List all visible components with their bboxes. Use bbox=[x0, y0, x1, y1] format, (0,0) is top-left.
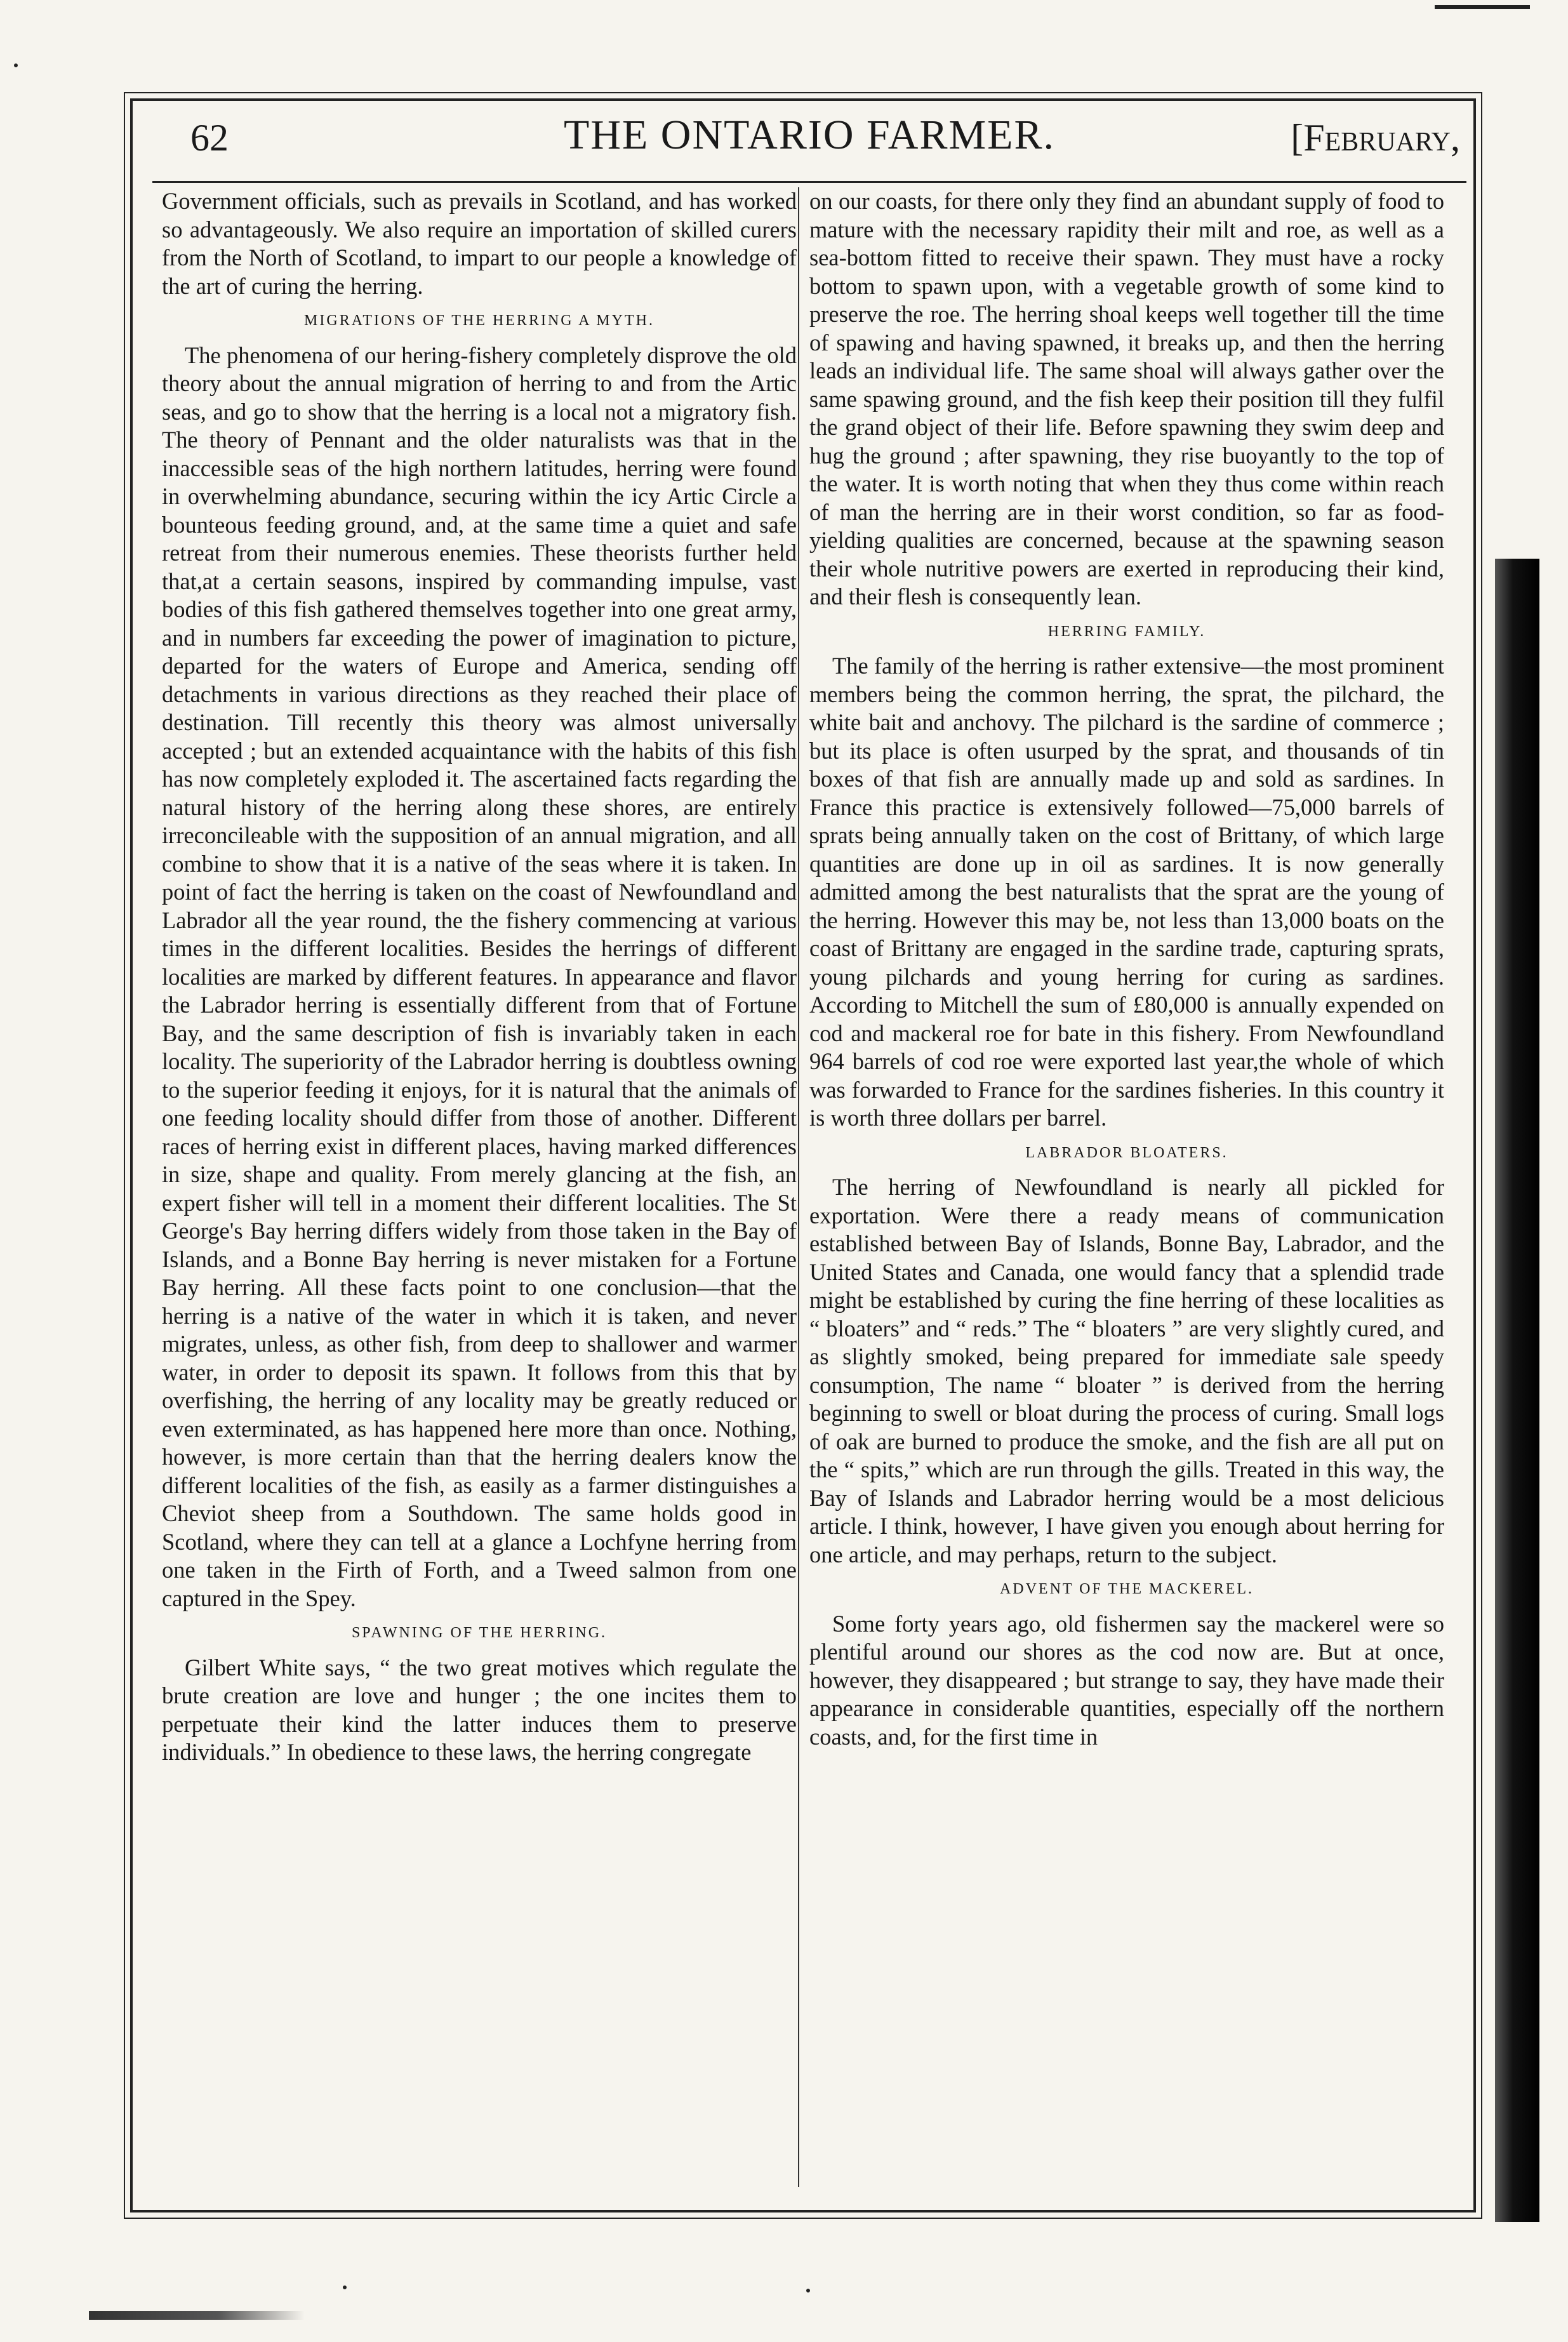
page-header bbox=[152, 111, 1466, 183]
speck bbox=[343, 2285, 347, 2289]
ink-smudge bbox=[89, 2311, 305, 2320]
publication-title: THE ONTARIO FARMER. bbox=[564, 112, 1055, 158]
section-heading: MIGRATIONS OF THE HERRING A MYTH. bbox=[304, 312, 654, 329]
paragraph: Some forty years ago, old fishermen say the mackerel were so plentiful around our shores as the cod now are. But at once, however, they disappeared ; but strange to say, they have made their appearance in considerable quantities, especially off the northern coasts, and, for the first time in bbox=[809, 1610, 1444, 1750]
left-column bbox=[162, 187, 797, 2187]
section-heading: LABRADOR BLOATERS. bbox=[1025, 1144, 1228, 1161]
section-heading: ADVENT OF THE MACKEREL. bbox=[999, 1581, 1254, 1597]
paragraph: The phenomena of our hering-fishery completely disprove the old theory about the annual migration of herring to and from the Artic seas, and go to show that the herring is a local not a migratory fish. The theory of Pennant and the older naturalists was that in the inaccessible seas of the high northern latitudes, herring were found in overwhelming abundance, securing within the icy Artic Circle a bounteous feeding ground, and, at the same time a quiet and safe retreat from their numerous enemies. These theorists further held that,at a certain seasons, inspired by commanding impulse, vast bodies of this fish gathered themselves together into one great army, and in numbers far exceeding the power of imagination to picture, departed for the waters of Europe and America, sending off detachments in various directions as they reached their place of destination. Till recently this theory was almost universally accepted ; but an extended acquaintance with the habits of this fish has now completely exploded it. The ascertained facts regarding the natural history of the herring along these shores, are entirely irreconcileable with the supposition of an annual migration, and all combine to show that it is a native of the seas where it is taken. In point of fact the herring is taken on the coast of Newfoundland and Labrador all the year round, the the fishery commencing at various times in the different localities. Besides the herrings of different localities are marked by different features. In appearance and flavor the Labrador herring is essentially different from that of Fortune Bay, and the same description of fish is invariably taken in each locality. The superiority of the Labrador herring is doubtless owning to the superior feeding it enjoys, for it is natural that the animals of one feeding locality should differ from those of another. Different races of herring exist in different places, having marked differences in size, shape and quality. From merely glancing at the fish, an expert fisher will tell in a moment their different localities. The St George's Bay herring differs widely from those taken in the Bay of Islands, and a Bonne Bay herring is never mistaken for a Fortune Bay herring. All these facts point to one conclusion—that the herring is a native of the water in which it is taken, and never migrates, unless, as other fish, from deep to shallower and warmer water, in order to deposit its spawn. It follows from this that by overfishing, the herring of any locality may be greatly reduced or even exterminated, as has happened here more than once. Nothing, however, is more certain than that the herring dealers know the different localities of the fish, as easily as a farmer distinguishes a Cheviot sheep from a Southdown. The same holds good in Scotland, where they can tell at a glance a Lochfyne herring from one taken in the Firth of Forth, and a Tweed salmon from one captured in the Spey. bbox=[162, 342, 797, 1611]
column-divider bbox=[798, 187, 799, 2187]
section-heading: HERRING FAMILY. bbox=[1047, 623, 1206, 640]
section-heading: SPAWNING OF THE HERRING. bbox=[351, 1625, 608, 1641]
paragraph: The herring of Newfoundland is nearly all pickled for exportation. Were there a ready means of communication established between Bay of Islands, Bonne Bay, Labrador, and the United States and Canada, one would fancy that a splendid trade might be established by curing the fine herring of these localities as “ bloaters” and “ reds.” The “ bloaters ” are very slightly cured, and as slightly smoked, being prepared for immediate sale speedy consumption, The name “ bloater ” is derived from the herring beginning to swell or bloat during the process of curing. Small logs of oak are burned to produce the smoke, and the fish are all put on the “ spits,” which are run through the gills. Treated in this way, the Bay of Islands and Labrador herring would be a most delicious article. I think, however, I have given you enough about herring for one article, and may perhaps, return to the subject. bbox=[809, 1174, 1444, 1567]
paragraph: on our coasts, for there only they find an abundant supply of food to mature with the necessary rapidity their milt and roe, as well as a sea-bottom fitted to receive their spawn. They must have a rocky bottom to spawn upon, with a vegetable growth of some kind to preserve the roe. The herring shoal keeps well together till the time of spawing and having spawned, it breaks up, and then the herring leads an individual life. The same shoal will always gather over the same spawing ground, and the fish keep their position till they fulfil the grand object of their life. Before spawning they swim deep and hug the ground ; after spawning, they rise buoyantly to the top of the water. It is worth noting that when they thus come within reach of man the herring are in their worst condition, so far as food-yielding qualities are concerned, because at the spawning season their whole nutritive powers are exerted in reproducing their kind, and their flesh is consequently lean. bbox=[809, 188, 1444, 609]
right-column bbox=[809, 187, 1444, 2187]
issue-month: [February, bbox=[1291, 117, 1460, 159]
paragraph: The family of the herring is rather extensive—the most prominent members being the common herring, the sprat, the pilchard, the white bait and anchovy. The pilchard is the sardine of commerce ; but its place is often usurped by the sprat, and thousands of tin boxes of that fish are annually made up and sold as sardines. In France this practice is extensively followed—75,000 barrels of sprats being annually taken on the cost of Brittany, of which large quantities are done up in oil as sardines. It is now generally admitted among the best naturalists that the sprat are the young of the herring. However this may be, not less than 13,000 boats on the coast of Brittany are engaged in the sardine trade, capturing sprats, young pilchards and young herring for curing as sardines. According to Mitchell the sum of £80,000 is annually expended on cod and mackeral roe for bate in this fishery. From Newfoundland 964 barrels of cod roe were exported last year,the whole of which was forwarded to France for the sardines fisheries. In this country it is worth three dollars per barrel. bbox=[809, 653, 1444, 1131]
binding-shadow bbox=[1495, 559, 1539, 2222]
page-edge-mark bbox=[1435, 5, 1530, 9]
paragraph: Government officials, such as prevails in Scotland, and has worked so advantageously. We also require an importation of skilled curers from the North of Scotland, to impart to our people a knowledge of the art of curing the herring. bbox=[162, 188, 797, 299]
page-number: 62 bbox=[190, 117, 229, 159]
paragraph: Gilbert White says, “ the two great motives which regulate the brute creation are love and hunger ; the one incites them to perpetuate their kind the latter induces them to preserve individuals.” In obedience to these laws, the herring congregate bbox=[162, 1654, 797, 1765]
speck bbox=[14, 63, 18, 67]
speck bbox=[806, 2289, 810, 2292]
